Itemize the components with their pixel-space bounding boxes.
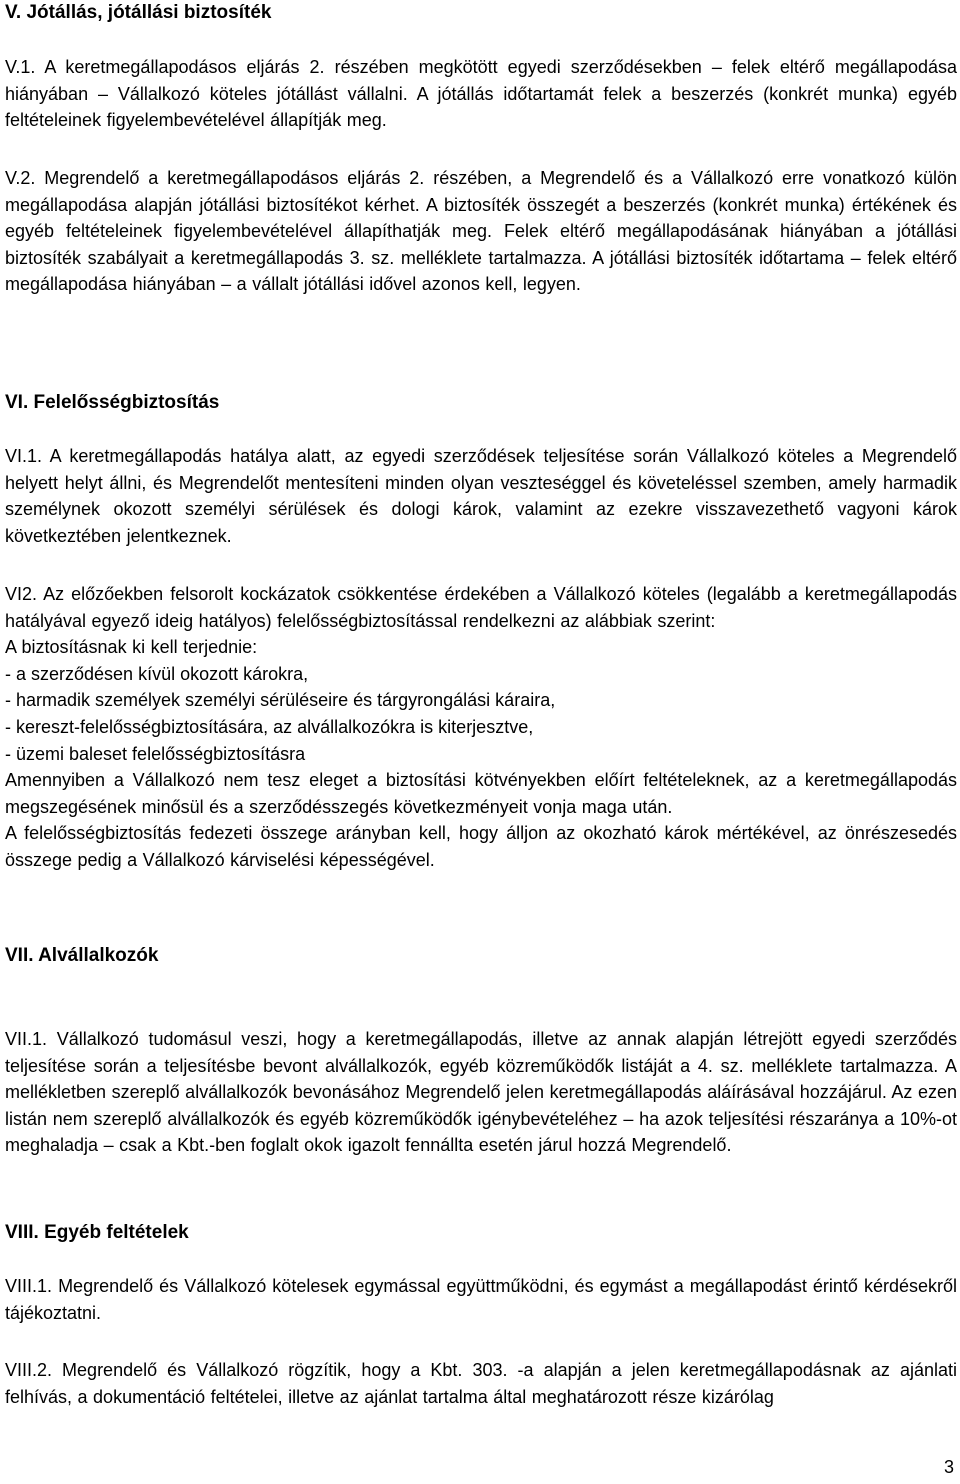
- section-vi-insurance-intro: A biztosításnak ki kell terjednie:: [5, 637, 258, 658]
- section-vi-paragraph-4: A felelősségbiztosítás fedezeti összege arányban kell, hogy álljon az okozható károk mértékével, az önrészesedés összege pedig a Vállalkozó kárviselési képességével.: [5, 823, 957, 870]
- section-vi-title: VI. Felelősségbiztosítás: [5, 392, 220, 413]
- list-item: - harmadik személyek személyi sérüléseire és tárgyrongálási káraira,: [5, 690, 556, 711]
- section-v-title: V. Jótállás, jótállási biztosíték: [5, 2, 272, 23]
- section-viii-paragraph-1: VIII.1. Megrendelő és Vállalkozó kötelesek egymással együttműködni, és egymást a megállapodást érintő kérdésekről tájékoztatni.: [5, 1276, 957, 1323]
- list-item: - üzemi baleset felelősségbiztosításra: [5, 743, 306, 764]
- section-vi-paragraph-1: VI.1. A keretmegállapodás hatálya alatt, az egyedi szerződések teljesítése során Vállalkozó köteles a Megrendelő helyett helyt állni, és Megrendelőt mentesíteni minden olyan veszteséggel és követeléssel szemben, amely harmadik személynek okozott személyi sérülések és dologi károk, valamint az ezekre visszavezethető vagyoni károk következtében jelentkeznek.: [5, 446, 957, 546]
- section-vii-paragraph-1: VII.1. Vállalkozó tudomásul veszi, hogy a keretmegállapodás, illetve az annak alapján létrejött egyedi szerződés teljesítése során a teljesítésbe bevont alvállalkozók, egyéb közreműködők listáját a 4. sz. melléklete tartalmazza. A mellékletben szereplő alvállalkozók bevonásához Megrendelő jelen keretmegállapodás aláírásával hozzájárul. Az ezen listán nem szereplő alvállalkozók és egyéb közreműködők igénybevételéhez – ha azok teljesítési részaránya a 10%-ot meghaladja – csak a Kbt.-ben foglalt okok igazolt fennállta esetén járul hozzá Megrendelő.: [5, 1029, 957, 1156]
- section-vi-paragraph-2: VI2. Az előzőekben felsorolt kockázatok csökkentése érdekében a Vállalkozó köteles (legalább a keretmegállapodás hatályával egyező ideig hatályos) felelősségbiztosítással rendelkezni az alábbiak szerint:: [5, 584, 957, 631]
- insurance-coverage-list: [5, 661, 957, 767]
- list-item: - kereszt-felelősségbiztosítására, az alvállalkozókra is kiterjesztve,: [5, 716, 534, 737]
- section-v-paragraph-2: V.2. Megrendelő a keretmegállapodásos eljárás 2. részében, a Megrendelő és a Vállalkozó erre vonatkozó külön megállapodása alapján jótállási biztosítékot kérhet. A biztosíték összegét a beszerzés (konkrét munka) értékének és egyéb feltételeinek figyelembevételével állapíthatják meg. Felek eltérő megállapodásának hiányában a jótállási biztosíték szabályait a keretmegállapodás 3. sz. melléklete tartalmazza. A jótállási biztosíték időtartama – felek eltérő megállapodása hiányában – a vállalt jótállási idővel azonos kell, legyen.: [5, 168, 957, 295]
- section-v-paragraph-1: V.1. A keretmegállapodásos eljárás 2. részében megkötött egyedi szerződésekben – felek eltérő megállapodása hiányában – Vállalkozó köteles jótállást vállalni. A jótállás időtartamát felek a beszerzés (konkrét munka) egyéb feltételeinek figyelembevételével állapítják meg.: [5, 57, 957, 131]
- section-vi-paragraph-3: Amennyiben a Vállalkozó nem tesz eleget a biztosítási kötvényekben előírt feltételeknek, az a keretmegállapodás megszegésének minősül és a szerződésszegés következményeit vonja maga után.: [5, 770, 957, 817]
- section-vi-paragraph-2-block: [5, 581, 957, 874]
- list-item: - a szerződésen kívül okozott károkra,: [5, 663, 309, 684]
- section-vii-title: VII. Alvállalkozók: [5, 945, 159, 966]
- section-viii-paragraph-2: VIII.2. Megrendelő és Vállalkozó rögzítik, hogy a Kbt. 303. -a alapján a jelen keretmegállapodásnak az ajánlati felhívás, a dokumentáció feltételei, illetve az ajánlat tartalma által meghatározott része kizárólag: [5, 1360, 957, 1407]
- section-viii-title: VIII. Egyéb feltételek: [5, 1222, 189, 1243]
- page-number: 3: [943, 1457, 954, 1477]
